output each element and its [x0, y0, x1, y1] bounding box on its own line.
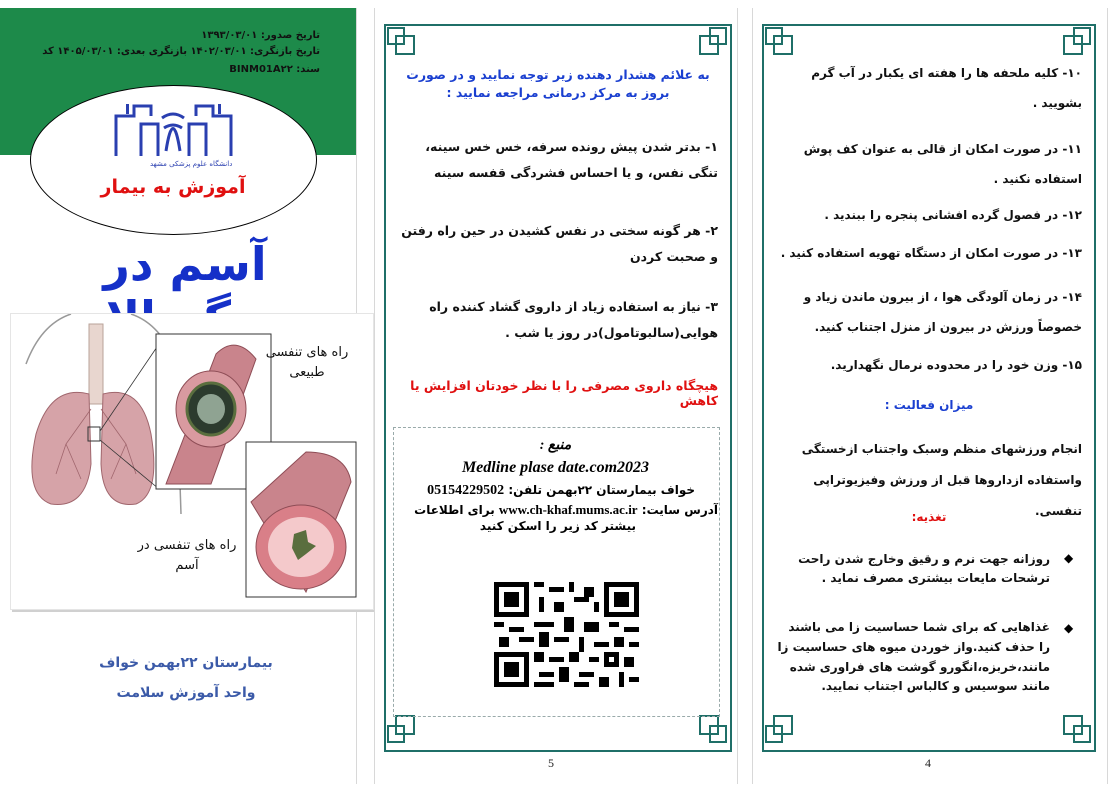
activity-text: انجام ورزشهای منظم وسبک واجتناب ازخستگی واستفاده ازداروها قبل از ورزش وفیزیوتراپی تنفسی.	[801, 442, 1082, 519]
doc-code: سند: BINM01A۲۲	[229, 64, 320, 75]
diamond-bullet-icon: ◆	[1064, 551, 1074, 565]
tip-item: ۱۴- در زمان آلودگی هوا ، از بیرون ماندن زیاد و خصوصاً ورزش در بیرون از منزل اجتناب کنید.	[803, 290, 1082, 334]
qr-hint: بیشتر کد زیر را اسکن کنید	[479, 519, 636, 533]
health-education-unit: واحد آموزش سلامت	[116, 685, 256, 701]
medication-warning: هیچگاه داروی مصرفی را با نظر خودتان افزایش یا کاهش	[410, 378, 718, 408]
site-url-link[interactable]: www.ch-khaf.mums.ac.ir	[498, 502, 638, 517]
page-number: 5	[548, 756, 554, 770]
brochure-title: آسم در	[103, 237, 267, 291]
corner-ornament-icon	[384, 24, 424, 64]
corner-ornament-icon	[690, 24, 730, 64]
source-label: منبع :	[539, 438, 572, 453]
label-asthma-airway: راه های تنفسی در آسم	[137, 538, 237, 573]
hospital-name: بیمارستان ۲۲بهمن خواف	[99, 655, 273, 671]
qr-code[interactable]	[494, 582, 639, 687]
review-date: تاریخ بازنگری: ۱۴۰۲/۰۳/۰۱ بازنگری بعدی: ۱۴۰۵/۰۳/۰۱ کد	[42, 46, 320, 57]
nutrition-bullet: غذاهایی که برای شما حساسیت زا می باشند را حذف کنید.واز خوردن میوه های حساسیت زا مانند،خربزه،انگورو گوشت های فراوری شده مانند سوسیس و کالباس اجتناب نمایید.	[777, 620, 1050, 694]
activity-heading: میزان فعالیت :	[884, 398, 974, 412]
issue-date: تاریخ صدور: ۱۳۹۳/۰۳/۰۱	[201, 30, 320, 41]
warning-item: ۱- بدتر شدن پیش رونده سرفه، خس خس سینه، تنگی نفس، و یا احساس فشردگی قفسه سینه	[425, 139, 718, 181]
logo-caption: دانشگاه علوم پزشکی مشهد	[150, 160, 233, 168]
phone-label: خواف بیمارستان ۲۲بهمن تلفن:	[508, 483, 695, 497]
site-suffix: برای اطلاعات	[414, 503, 495, 517]
source-reference: Medline plase date.com2023	[461, 459, 650, 476]
tip-item: ۱۳- در صورت امکان از دستگاه تهویه استفاده کنید .	[780, 246, 1082, 260]
warning-intro: به علائم هشدار دهنده زیر توجه نمایید و در صورت بروز به مرکز درمانی مراجعه نمایید :	[406, 67, 710, 101]
diamond-bullet-icon: ◆	[1064, 621, 1074, 635]
phone-line	[395, 483, 695, 499]
phone-number: 05154229502	[427, 483, 505, 498]
site-line	[398, 502, 718, 518]
warning-item: ۲- هر گونه سختی در نفس کشیدن در حین راه رفتن و صحبت کردن	[401, 223, 718, 265]
tip-item: ۱۰- کلیه ملحفه ها را هفته ای یکبار در آب گرم بشویید .	[811, 66, 1082, 110]
corner-ornament-icon	[1054, 706, 1094, 746]
label-normal-airway: راه های تنفسی طبیعی	[265, 345, 349, 380]
page-number: 4	[925, 756, 931, 770]
corner-ornament-icon	[762, 706, 802, 746]
university-logo	[106, 96, 241, 166]
nutrition-heading: تغذیه:	[911, 510, 947, 524]
site-label: آدرس سایت:	[641, 503, 718, 517]
nutrition-bullet: روزانه جهت نرم و رقیق وخارج شدن راحت ترشحات مایعات بیشتری مصرف نماید .	[798, 552, 1050, 586]
tip-item: ۱۱- در صورت امکان از قالی به عنوان کف پوش استفاده نکنید .	[803, 142, 1082, 186]
warning-item: ۳- نیاز به استفاده زیاد از داروی گشاد کننده راه هوایی(سالبوتامول)در روز یا شب .	[429, 299, 718, 341]
tip-item: ۱۲- در فصول گرده افشانی پنجره را ببندید .	[824, 208, 1082, 222]
tip-item: ۱۵- وزن خود را در محدوده نرمال نگهدارید.	[830, 358, 1082, 372]
patient-education-label: آموزش به بیمار	[100, 176, 246, 198]
